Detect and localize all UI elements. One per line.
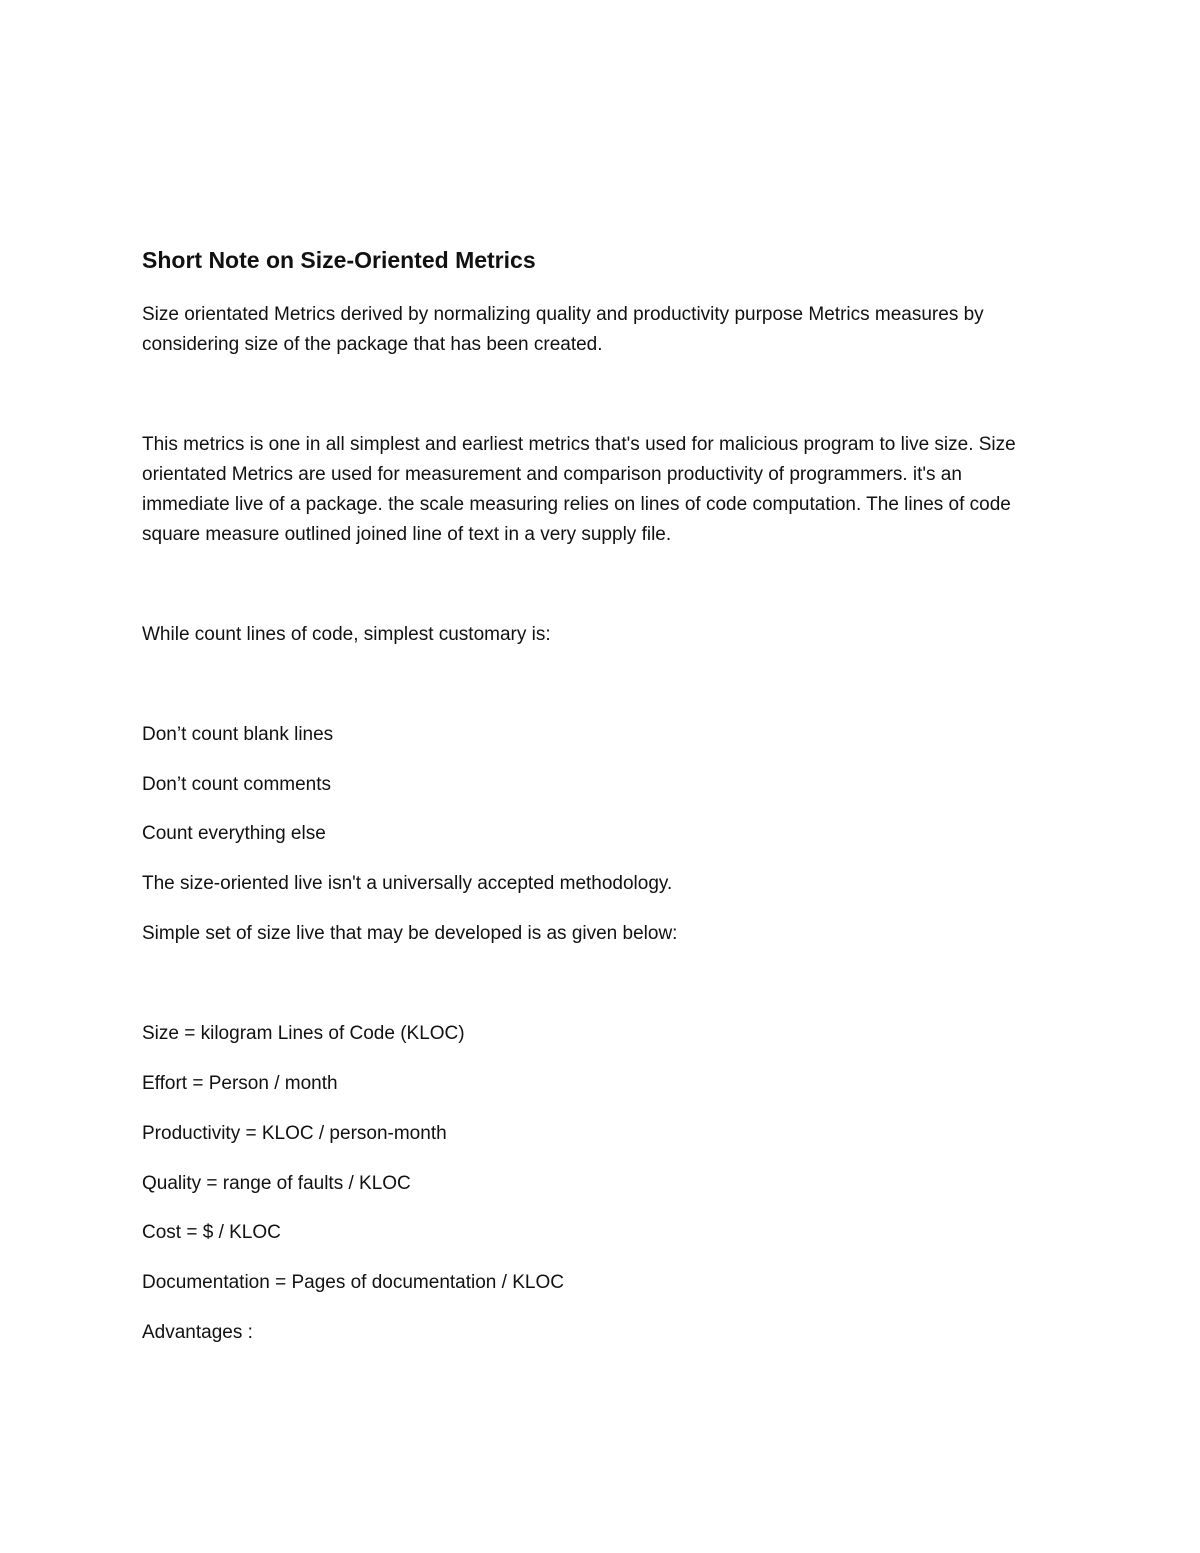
measures-intro: Simple set of size live that may be developed is as given below:	[142, 923, 678, 944]
paragraph-2-line-1: This metrics is one in all simplest and earliest metrics that's used for malicious program to live size. Size	[142, 434, 1016, 455]
measure-item: Productivity = KLOC / person-month	[142, 1123, 447, 1144]
measure-item: Documentation = Pages of documentation / KLOC	[142, 1272, 564, 1293]
paragraph-1-line-1: Size orientated Metrics derived by normalizing quality and productivity purpose Metrics measures by	[142, 304, 984, 325]
paragraph-2-line-4: square measure outlined joined line of text in a very supply file.	[142, 524, 672, 545]
advantages-heading: Advantages :	[142, 1322, 253, 1343]
paragraph-2-line-2: orientated Metrics are used for measurement and comparison productivity of programmers. it's an	[142, 464, 962, 485]
paragraph-2-line-3: immediate live of a package. the scale measuring relies on lines of code computation. The lines of code	[142, 494, 1011, 515]
measure-item: Size = kilogram Lines of Code (KLOC)	[142, 1023, 465, 1044]
rule-item: Don’t count comments	[142, 774, 332, 795]
measure-item: Cost = $ / KLOC	[142, 1222, 281, 1243]
note-text: The size-oriented live isn't a universally accepted methodology.	[142, 873, 673, 894]
paragraph-1-line-2: considering size of the package that has been created.	[142, 334, 603, 355]
measure-item: Effort = Person / month	[142, 1073, 338, 1094]
rule-item: Count everything else	[142, 823, 326, 844]
document-title: Short Note on Size-Oriented Metrics	[142, 247, 536, 273]
rules-intro: While count lines of code, simplest customary is:	[142, 624, 551, 645]
measure-item: Quality = range of faults / KLOC	[142, 1173, 411, 1194]
rule-item: Don’t count blank lines	[142, 724, 334, 745]
